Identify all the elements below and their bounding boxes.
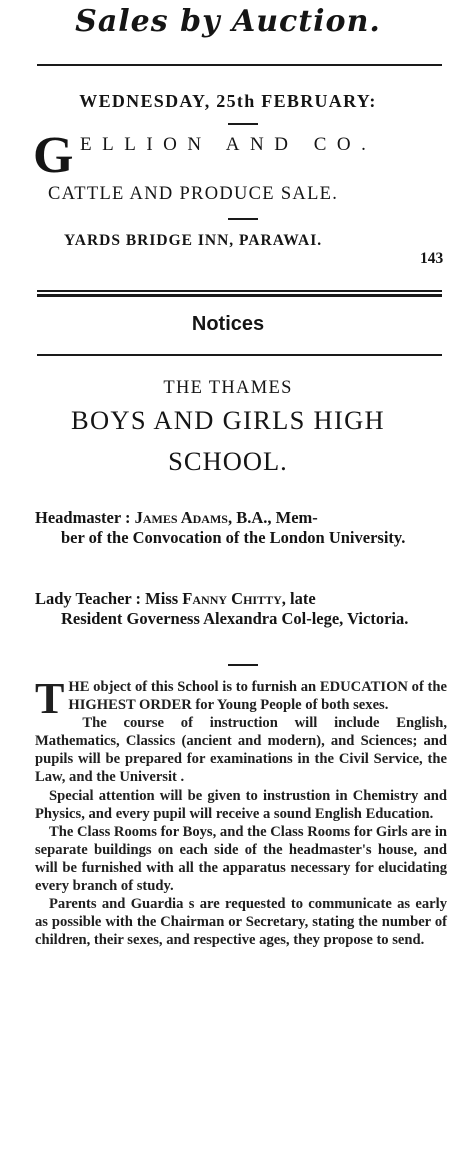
section-heading: Notices [191, 313, 265, 335]
notice-paragraph-4: The Class Rooms for Boys, and the Class Rooms for Girls are in separate buildings on each side of the headmaster's house, and will be furnished with all the apparatus necessary for elucidating every branch of study. [35, 823, 447, 895]
school-prefix: THE THAMES [163, 378, 293, 398]
section-rule-top-2 [37, 294, 442, 297]
school-name-continued: SCHOOL. [168, 446, 288, 476]
lady-teacher-name: Fanny Chitty, [182, 589, 286, 608]
lady-teacher-late: late [290, 589, 316, 608]
school-name: BOYS AND GIRLS HIGH [70, 405, 385, 435]
divider-dash [228, 218, 258, 220]
ad-number: 143 [420, 250, 444, 267]
notice-paragraph-1-text: HE object of this School is to furnish an EDUCATION of the HIGHEST ORDER for Young People of both sexes. [68, 679, 447, 714]
headmaster-detail: ber of the Convocation of the London University. [61, 527, 406, 547]
notice-dropcap: T [35, 674, 65, 723]
auction-dropcap: G [33, 127, 74, 184]
divider-dash [228, 664, 258, 666]
headmaster-name: James Adams, [134, 508, 233, 527]
school-notice-body [35, 674, 447, 949]
lady-teacher-entry [35, 589, 447, 628]
divider-dash [228, 123, 258, 125]
lady-teacher-role: Lady Teacher : [35, 589, 142, 608]
notice-paragraph-5: Parents and Guardia s are requested to communicate as early as possible with the Chairman or Secretary, stating the number of children, their sexes, and respective ages, they propose to send. [35, 896, 447, 949]
headmaster-degree: B.A., Mem- [236, 508, 318, 527]
headmaster-entry [35, 508, 447, 547]
masthead-rule [37, 64, 442, 66]
headmaster-role: Headmaster : [35, 508, 131, 527]
auctioneer-name: ELLION AND CO. [80, 134, 377, 155]
lady-teacher-title: Miss [145, 589, 179, 608]
lady-teacher-detail: Resident Governess Alexandra Col-lege, Victoria. [61, 608, 409, 628]
auction-date: WEDNESDAY, 25th FEBRUARY: [79, 91, 377, 111]
section-rule-top [37, 290, 442, 292]
sale-title: CATTLE AND PRODUCE SALE. [48, 184, 339, 204]
notice-paragraph-3: Special attention will be given to instrustion in Chemistry and Physics, and every pupil will receive a sound English Education. [35, 787, 447, 822]
masthead-title: Sales by Auction. [75, 4, 381, 39]
notice-paragraph-2: The course of instruction will include English, Mathematics, Classics (ancient and modern), and Sciences; and pupils will be prepared for examinations in the Civil Service, the Law, and the Universit . [35, 715, 447, 786]
notice-paragraph-1 [35, 674, 447, 723]
sale-venue: YARDS BRIDGE INN, PARAWAI. [64, 232, 323, 249]
section-rule-bottom [37, 354, 442, 356]
